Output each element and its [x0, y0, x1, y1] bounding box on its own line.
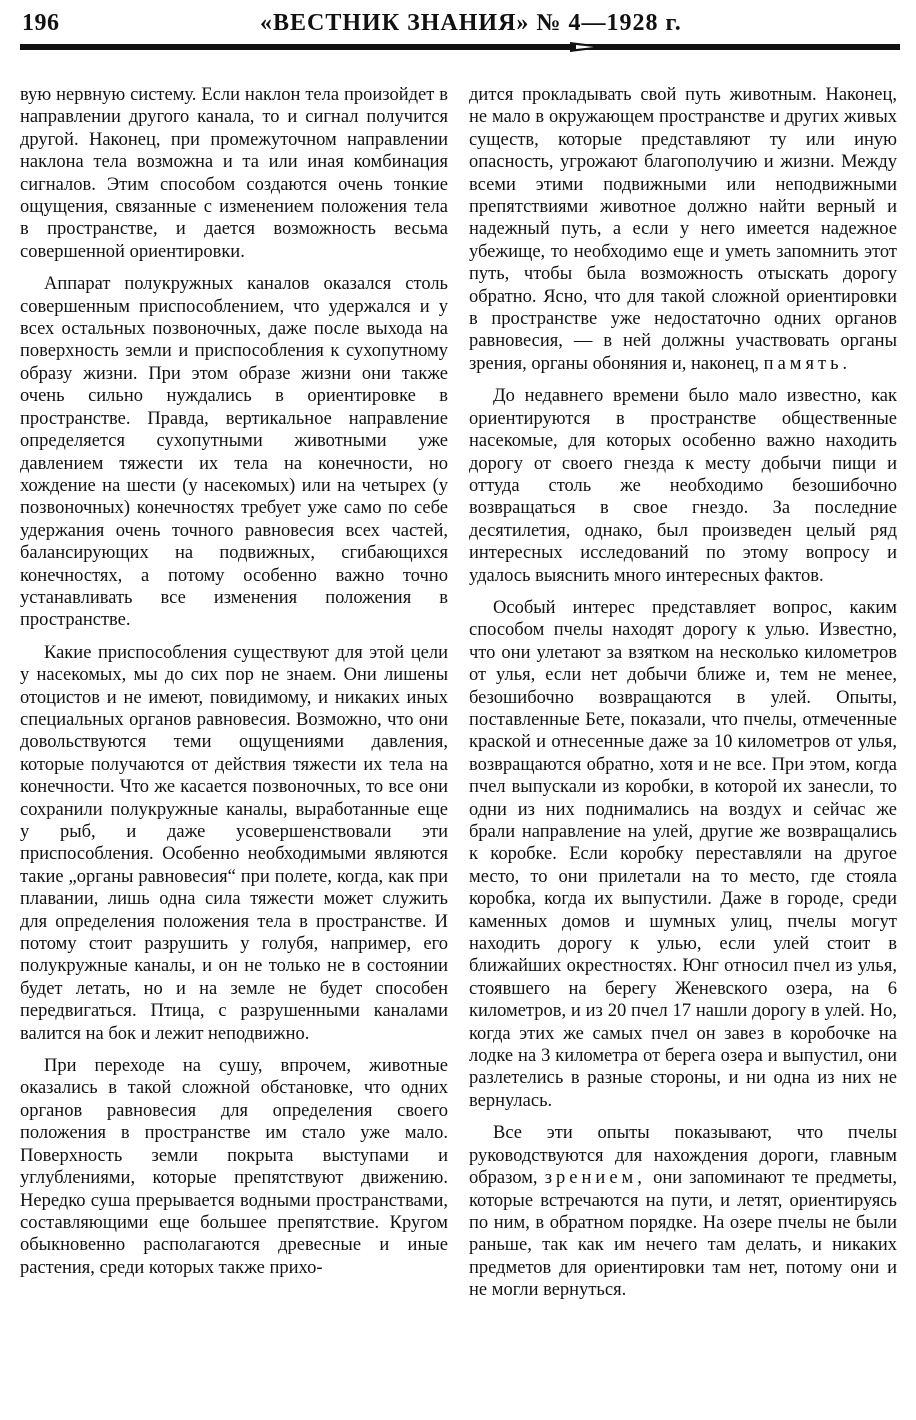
paragraph: При переходе на сушу, впрочем, животные оказались в такой сложной обстановке, что одних органов равновесия для определения своего положения в пространстве им стало уже мало. Поверхность земли покрыта выступами и углублениями, которые препятствуют движению. Нередко суша прерывается водными пространствами, составляющими еще большее препятствие. Кругом обыкновенно располагаются древесные и иные растения, среди которых также прихо-	[20, 1056, 448, 1278]
page-number: 196	[22, 10, 60, 36]
spaced-emphasis: зрением,	[544, 1168, 646, 1189]
paragraph-text: они запоминают те предметы, которые встречаются на пути, и летят, ориентируясь по ним, в обратном порядке. На озере пчелы не были раньше, так как им нечего там делать, и никаких предметов для ориентировки там нет, потому они и не могли вернуться.	[469, 1168, 898, 1301]
paragraph-text: Все эти опыты показывают, что пчелы руководствуются для нахождения дороги, главным образом,	[469, 1123, 897, 1189]
paragraph: Аппарат полукружных каналов оказался столь совершенным приспособлением, что удержался и у всех остальных позвоночных, даже после выхода на поверхность земли и приспособления к сухопутному образу жизни. При этом образе жизни они также очень сильно нуждались в ориентировке в пространстве. Правда, вертикальное направление определяется сухопутными животными уже давлением тяжести их тела на конечности, но хождение на шести (у насекомых) или на четырех (у позвоночных) конечностях требует уже само по себе удержания очень точного равновесия всех частей, балансирующих на подвижных, сгибающихся конечностях, а потому особенно важно точно устанавливать все изменения положения в пространстве.	[20, 274, 448, 631]
page-header	[0, 0, 916, 62]
spaced-emphasis: память.	[763, 353, 852, 374]
left-column	[20, 84, 448, 1289]
paragraph: вую нервную систему. Если наклон тела произойдет в направлении другого канала, то и сигнал получится другой. Наконец, при промежуточном направлении наклона тела возможна и та или иная комбинация сигналов. Этим способом создаются очень тонкие ощущения, связанные с изменением положения тела в пространстве, и дается возможность весьма совершенной ориентировки.	[20, 85, 448, 262]
journal-title: «ВЕСТНИК ЗНАНИЯ» № 4—1928 г.	[260, 10, 682, 36]
paragraph	[469, 1122, 897, 1301]
right-column	[469, 84, 897, 1312]
paragraph: До недавнего времени было мало известно, как ориентируются в пространстве общественные насекомые, для которых особенно важно находить дорогу от своего гнезда к месту добычи пищи и оттуда столь же необходимо безошибочно возвращаться в свое гнездо. За последние десятилетия, однако, был произведен целый ряд интересных исследований по этому вопросу и удалось выяснить много интересных фактов.	[469, 386, 897, 586]
header-rule	[20, 44, 900, 50]
paragraph: Какие приспособления существуют для этой цели у насекомых, мы до сих пор не знаем. Они лишены отоцистов и не имеют, повидимому, и никаких иных специальных органов равновесия. Возможно, что они довольствуются теми ощущениями давления, которые получаются от действия тяжести их тела на конечности. Что же касается позвоночных, то все они сохранили полукружные каналы, выработанные еще у рыб, и даже усовершенствовали эти приспособления. Особенно необходимыми являются такие „органы равновесия“ при полете, когда, как при плавании, лишь одна сила тяжести может служить для определения положения тела в пространстве. И потому стоит разрушить у голубя, например, его полукружные каналы, и он не только не в состоянии будет летать, но и на земле не будет способен передвигаться. Птица, с разрушенными каналами валится на бок и лежит неподвижно.	[20, 642, 448, 1044]
paragraph: Особый интерес представляет вопрос, каким способом пчелы находят дорогу к улью. Известно, что они улетают за взятком на несколько километров от улья, если нет добычи ближе и, тем не менее, безошибочно возвращаются в улей. Опыты, поставленные Бете, показали, что пчелы, отмеченные краской и отнесенные даже за 10 километров от улья, возвращаются обратно, хотя и не все. При этом, когда пчел выпускали из коробки, в которой их занесли, то одни из них поднимались на воздух и сейчас же брали направление на улей, другие же возвращались к коробке. Если коробку переставляли на другое место, то они прилетали на то место, где стояла коробка, когда их выпустили. Даже в городе, среди каменных домов и шумных улиц, пчелы могут находить дорогу к улью, если улей стоит в ближайших окрестностях. Юнг относил пчел из улья, стоявшего на берегу Женевского озера, на 6 километров, и из 20 пчел 17 нашли дорогу в улей. Но, когда этих же самых пчел он завез в коробочке на лодке на 3 километра от берега озера и выпустил, они разлетелись в разные стороны, и ни одна из них не вернулась.	[469, 597, 897, 1111]
paragraph-text: дится прокладывать свой путь животным. Наконец, не мало в окружающем пространстве и других живых существ, которые представляют ту или иную опасность, угрожают благополучию и жизни. Между всеми этими подвижными или неподвижными препятствиями животное должно найти верный и надежный путь, а если у него имеется надежное убежище, то необходимо еще и уметь запомнить этот путь, чтобы была возможность отыскать дорогу обратно. Ясно, что для такой сложной ориентировки в пространстве уже недостаточно одних органов равновесия, — в ней должны участвовать органы зрения, органы обоняния и, наконец,	[469, 85, 897, 374]
paragraph	[469, 84, 897, 375]
header-rule-ornament	[570, 40, 610, 54]
